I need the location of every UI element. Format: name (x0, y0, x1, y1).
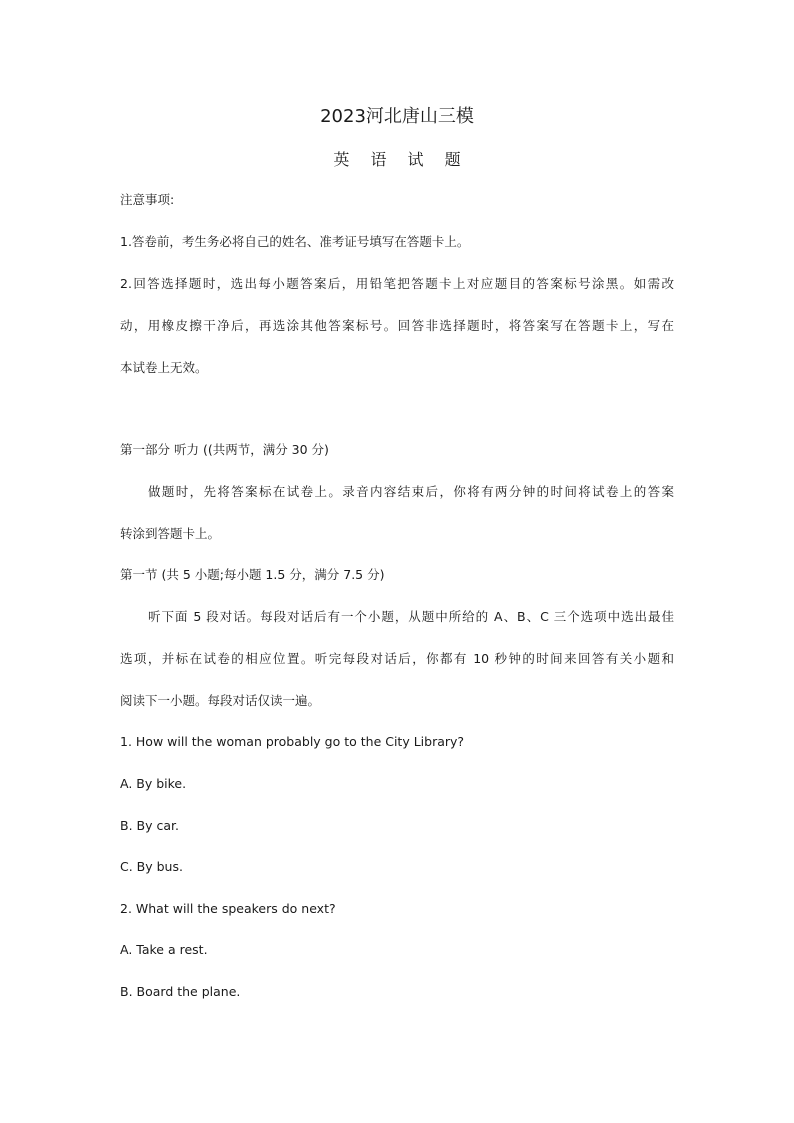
notice-item-2-line-3: 本试卷上无效。 (120, 360, 208, 375)
question-1-option-a: A. By bike. (120, 776, 187, 791)
question-2-option-a: A. Take a rest. (120, 942, 208, 957)
question-1-option-b: B. By car. (120, 818, 179, 833)
section1-intro-line-2: 选项，并标在试卷的相应位置。听完每段对话后，你都有 10 秒钟的时间来回答有关小题和 (120, 651, 674, 666)
part1-heading: 第一部分 听力 ((共两节，满分 30 分) (120, 442, 329, 457)
question-2-option-b: B. Board the plane. (120, 984, 241, 999)
page-subtitle: 英 语 试 题 (333, 150, 469, 169)
notice-item-1: 1.答卷前，考生务必将自己的姓名、准考证号填写在答题卡上。 (120, 234, 470, 249)
section1-intro-line-3: 阅读下一小题。每段对话仅读一遍。 (120, 693, 321, 708)
notice-heading: 注意事项: (120, 192, 175, 207)
section1-heading: 第一节 (共 5 小题;每小题 1.5 分，满分 7.5 分) (120, 567, 385, 582)
page-title: 2023河北唐山三模 (320, 106, 474, 127)
question-1-stem: 1. How will the woman probably go to the City Library? (120, 734, 465, 749)
part1-intro-line-1: 做题时，先将答案标在试卷上。录音内容结束后，你将有两分钟的时间将试卷上的答案 (148, 484, 674, 499)
notice-item-2-line-2: 动，用橡皮擦干净后，再选涂其他答案标号。回答非选择题时，将答案写在答题卡上，写在 (120, 318, 674, 333)
notice-item-2-line-1: 2.回答选择题时，选出每小题答案后，用铅笔把答题卡上对应题目的答案标号涂黑。如需改 (120, 276, 674, 291)
section1-intro-line-1: 听下面 5 段对话。每段对话后有一个小题，从题中所给的 A、B、C 三个选项中选出最佳 (148, 609, 674, 624)
part1-intro-line-2: 转涂到答题卡上。 (120, 526, 221, 541)
question-2-stem: 2. What will the speakers do next? (120, 901, 336, 916)
question-1-option-c: C. By bus. (120, 859, 183, 874)
